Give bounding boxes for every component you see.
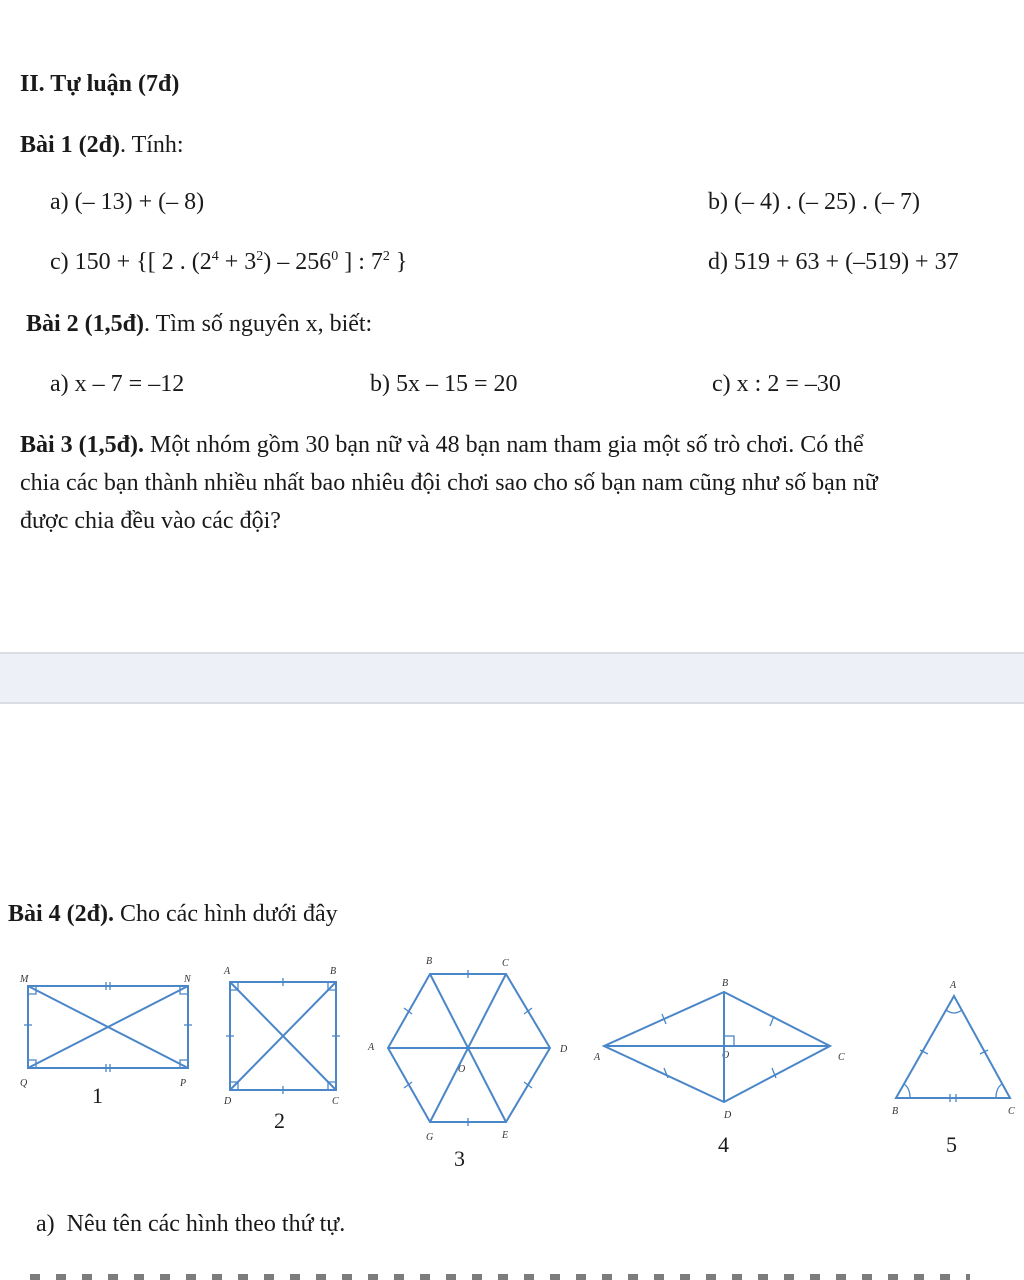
exercise-1d <box>708 248 959 276</box>
svg-text:B: B <box>722 978 729 989</box>
svg-text:C: C <box>502 958 509 969</box>
svg-text:D: D <box>224 1096 232 1107</box>
svg-text:B: B <box>426 956 433 967</box>
exercise-3-title: Bài 3 (1,5đ). <box>20 432 145 458</box>
exercise-4-title: Bài 4 (2đ). <box>8 901 115 927</box>
svg-text:G: G <box>426 1132 434 1143</box>
exercise-1d-expression: 519 + 63 + (–519) + 37 <box>734 249 959 275</box>
exercise-1-heading <box>20 131 184 159</box>
exercise-3-line-1: Bài 3 (1,5đ). Một nhóm gồm 30 bạn nữ và 48 bạn nam tham gia một số trò chơi. Có thể <box>20 432 864 458</box>
svg-text:N: N <box>184 974 191 985</box>
svg-text:A: A <box>368 1042 375 1053</box>
svg-text:C: C <box>1008 1106 1015 1117</box>
section-title: II. Tự luận (7đ) <box>20 71 180 97</box>
svg-text:Q: Q <box>20 1078 28 1089</box>
exercise-2a <box>50 370 184 398</box>
figure-2-number: 2 <box>274 1108 285 1133</box>
exercise-1b-expression: (– 4) . (– 25) . (– 7) <box>734 189 920 215</box>
exercise-4a <box>36 1210 345 1238</box>
svg-text:C: C <box>332 1096 339 1107</box>
exercise-2-heading <box>26 310 372 338</box>
figure-triangle <box>886 974 1024 1124</box>
exercise-2b-expression: 5x – 15 = 20 <box>396 371 518 397</box>
exercise-2a-label: a) <box>50 371 69 397</box>
exercise-3-text <box>20 426 1024 540</box>
exercise-4-instruction: Cho các hình dưới đây <box>114 901 338 927</box>
exercise-1c <box>50 248 407 276</box>
exercise-1b <box>708 188 920 216</box>
svg-text:B: B <box>330 966 337 977</box>
figure-1-number: 1 <box>92 1083 103 1108</box>
exercise-1a-expression: (– 13) + (– 8) <box>74 189 205 215</box>
figure-5-number: 5 <box>946 1132 957 1157</box>
exercise-1-title: Bài 1 (2đ) <box>20 132 121 158</box>
exercise-4a-question: Nêu tên các hình theo thứ tự. <box>66 1211 346 1237</box>
exercise-2c <box>712 370 841 398</box>
svg-text:A: A <box>224 966 231 977</box>
exercise-1b-label: b) <box>708 189 728 215</box>
svg-text:O: O <box>458 1064 466 1075</box>
svg-text:E: E <box>502 1130 509 1141</box>
exercise-1c-label: c) <box>50 249 69 275</box>
figure-3-number: 3 <box>454 1146 465 1171</box>
svg-text:A: A <box>594 1052 601 1063</box>
exercise-1a <box>50 188 204 216</box>
svg-text:M: M <box>20 974 29 985</box>
svg-text:C: C <box>838 1052 845 1063</box>
exercise-2-instruction: . Tìm số nguyên x, biết: <box>144 311 373 337</box>
svg-text:D: D <box>560 1044 568 1055</box>
page-separator <box>0 652 1024 704</box>
exercise-2c-label: c) <box>712 371 731 397</box>
figure-rhombus <box>592 972 862 1122</box>
exercise-4-heading <box>8 900 338 928</box>
exercise-2b-label: b) <box>370 371 390 397</box>
exercise-2b <box>370 370 518 398</box>
cut-off-line <box>30 1266 970 1280</box>
svg-text:O: O <box>722 1050 730 1061</box>
figure-hexagon <box>366 952 582 1142</box>
svg-text:B: B <box>892 1106 899 1117</box>
exercise-2c-expression: x : 2 = –30 <box>736 371 841 397</box>
exercise-1d-label: d) <box>708 249 728 275</box>
svg-text:D: D <box>724 1110 732 1121</box>
exercise-2a-expression: x – 7 = –12 <box>74 371 185 397</box>
exercise-1-instruction: . Tính: <box>120 132 184 158</box>
exercise-1a-label: a) <box>50 189 69 215</box>
svg-text:A: A <box>950 980 957 991</box>
exercise-1c-expression: 150 + {[ 2 . $(2^4 + 3^2) - 256^0$ ] : $7^2$ } <box>74 249 408 275</box>
exercise-2-title: Bài 2 (1,5đ) <box>26 311 145 337</box>
figure-square <box>222 962 352 1107</box>
figure-rectangle <box>18 968 218 1088</box>
exercise-3-line-2: chia các bạn thành nhiều nhất bao nhiêu đội chơi sao cho số bạn nam cũng như số bạn nữ <box>20 470 878 496</box>
exercise-3-line-3: được chia đều vào các đội? <box>20 508 281 534</box>
figure-4-number: 4 <box>718 1132 729 1157</box>
exercise-4a-label: a) <box>36 1211 55 1237</box>
svg-text:P: P <box>180 1078 187 1089</box>
